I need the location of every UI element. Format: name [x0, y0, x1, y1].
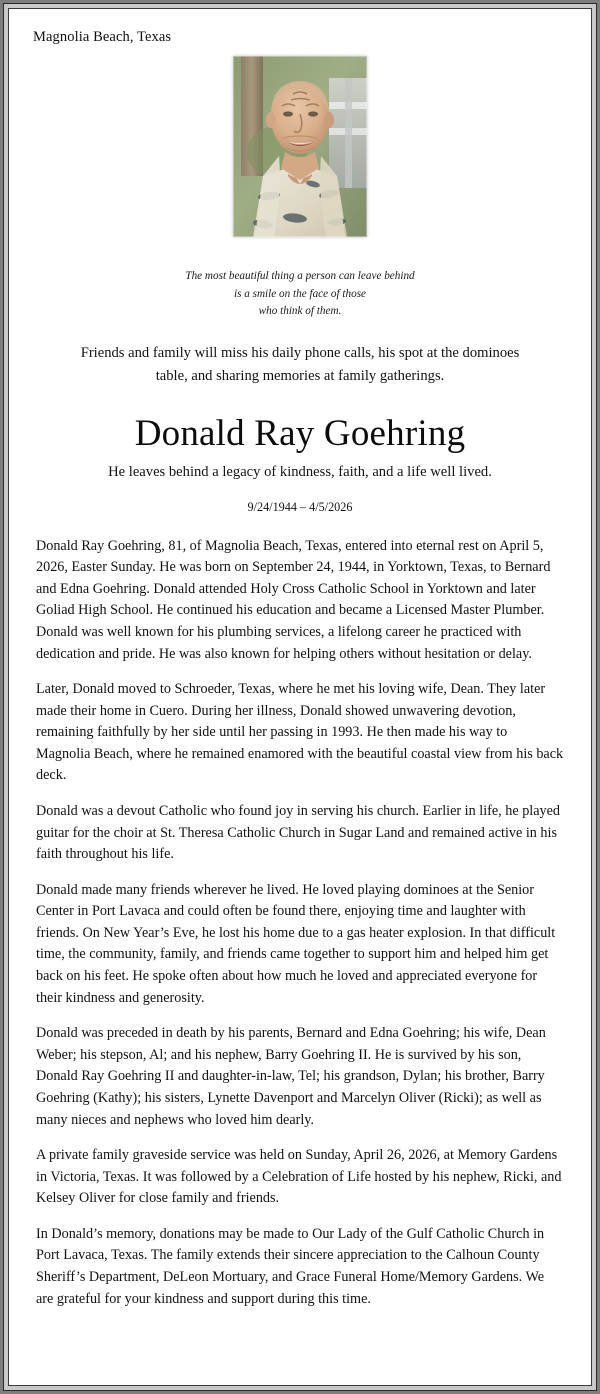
quote-line-2: is a smile on the face of those	[233, 287, 367, 300]
epitaph-quote	[33, 268, 567, 320]
page-frame-inner	[8, 8, 592, 1386]
body-paragraph: In Donald’s memory, donations may be made to Our Lady of the Gulf Catholic Church in Port Lavaca, Texas. The family extends their sincere appreciation to the Calhoun County Sheriff’s Department, DeLeon Mortuary, and Grace Funeral Home/Memory Gardens. We are grateful for your kindness and support during this time.	[36, 1225, 545, 1307]
page-title: Donald Ray Goehring	[134, 412, 466, 454]
body-paragraph: Donald Ray Goehring, 81, of Magnolia Beach, Texas, entered into eternal rest on April 5, 2026, Easter Sunday. He was born on September 24, 1944, in Yorktown, Texas, to Bernard and Edna Goehring. Donald attended Holy Cross Catholic School in Yorktown and later Goliad High School. He continued his education and became a Licensed Master Plumber. Donald was well known for his plumbing services, a lifelong career he practiced with dedication and pride. He was also known for helping others without hesitation or delay.	[36, 537, 551, 662]
body-paragraph: A private family graveside service was held on Sunday, April 26, 2026, at Memory Gardens in Victoria, Texas. It was followed by a Celebration of Life hosted by his nephew, Ricki, and Kelsey Oliver for close family and friends.	[36, 1147, 562, 1207]
body-paragraph: Donald made many friends wherever he lived. He loved playing dominoes at the Senior Center in Port Lavaca and could often be found there, enjoying time and laughter with friends. On New Year’s Eve, he lost his home due to a gas heater explosion. In that difficult time, the community, family, and friends came together to support him and helped him get back on his feet. He spoke often about how much he loved and appreciated everyone for their kindness and generosity.	[36, 881, 556, 1006]
portrait-container	[33, 56, 567, 242]
obituary-body	[36, 536, 564, 1311]
body-paragraph: Donald was preceded in death by his parents, Bernard and Edna Goehring; his wife, Dean Weber; his stepson, Al; and his nephew, Barry Goehring II. He is survived by his son, Donald Ray Goehring II and daughter-in-law, Tel; his grandson, Dylan; his brother, Barry Goehring (Kathy); his sisters, Lynette Davenport and Marcelyn Oliver (Ricki); as well as many nieces and nephews who loved him dearly.	[36, 1025, 546, 1128]
quote-line-3: who think of them.	[258, 305, 342, 318]
obituary-sheet	[9, 9, 591, 1385]
body-paragraph: Later, Donald moved to Schroeder, Texas, where he met his loving wife, Dean. They later made their home in Cuero. During her illness, Donald showed unwavering devotion, remaining faithfully by her side until her passing in 1993. He then made his way to Magnolia Beach, where he remained enamored with the beautiful coastal view from his back deck.	[36, 681, 564, 784]
body-paragraph: Donald was a devout Catholic who found joy in serving his church. Earlier in life, he played guitar for the choir at St. Theresa Catholic Church in Sugar Land and remained active in his faith throughout his life.	[36, 803, 561, 863]
portrait-photo	[233, 56, 367, 237]
quote-line-1: The most beautiful thing a person can leave behind	[185, 270, 415, 283]
location-line: Magnolia Beach, Texas	[33, 29, 172, 45]
page-frame-outer	[3, 3, 597, 1391]
intro-sentence: Friends and family will miss his daily phone calls, his spot at the dominoes table, and sharing memories at family gatherings.	[80, 345, 520, 385]
life-dates: 9/24/1944 – 4/5/2026	[247, 499, 353, 514]
legacy-line: He leaves behind a legacy of kindness, faith, and a life well lived.	[108, 464, 492, 481]
